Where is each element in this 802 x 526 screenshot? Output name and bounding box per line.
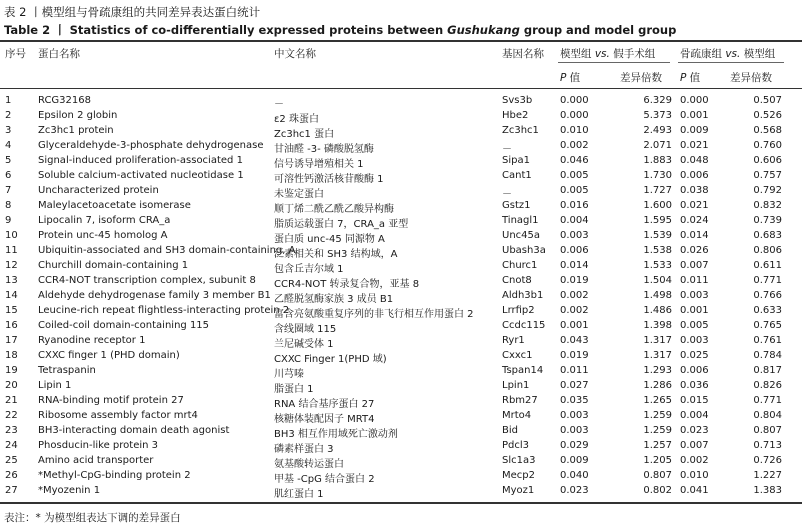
- cell-p-value-1: 0.002: [560, 290, 589, 301]
- p-label-2: P: [680, 72, 687, 84]
- header-chinese-name: 中文名称: [274, 48, 316, 60]
- group1-vs: vs.: [594, 48, 610, 60]
- cell-p-value-1: 0.023: [560, 485, 589, 496]
- cell-p-value-2: 0.005: [680, 320, 709, 331]
- table-title-english: [4, 22, 676, 38]
- cell-gene-name: Lpin1: [502, 380, 530, 391]
- cell-p-value-1: 0.009: [560, 455, 589, 466]
- cell-fold-change-2: 0.807: [753, 425, 782, 436]
- cell-p-value-2: 0.014: [680, 230, 709, 241]
- cell-chinese-name: 川芎嗪: [274, 369, 304, 380]
- cell-p-value-1: 0.043: [560, 335, 589, 346]
- cell-chinese-name: RNA 结合基序蛋白 27: [274, 399, 375, 410]
- cell-fold-change-2: 1.383: [753, 485, 782, 496]
- cell-no: 8: [5, 200, 12, 211]
- cell-p-value-2: 0.003: [680, 290, 709, 301]
- group1-suffix: 假手术组: [609, 48, 656, 60]
- cell-p-value-2: 0.015: [680, 395, 709, 406]
- cell-gene-name: Tinagl1: [502, 215, 539, 226]
- cell-gene-name: Cxxc1: [502, 350, 533, 361]
- table-row: [0, 455, 802, 470]
- cell-chinese-name: Zc3hc1 蛋白: [274, 129, 335, 140]
- cell-fold-change-2: 1.227: [753, 470, 782, 481]
- cell-chinese-name: 磷素样蛋白 3: [274, 444, 334, 455]
- cell-gene-name: Mecp2: [502, 470, 535, 481]
- cell-protein-name: RCG32168: [38, 95, 91, 106]
- table-row: [0, 305, 802, 320]
- table-row: [0, 185, 802, 200]
- cell-gene-name: －: [502, 189, 512, 200]
- cell-p-value-1: 0.016: [560, 200, 589, 211]
- cell-no: 4: [5, 140, 12, 151]
- cell-p-value-2: 0.038: [680, 185, 709, 196]
- cell-p-value-2: 0.023: [680, 425, 709, 436]
- cell-chinese-name: 甲基 -CpG 结合蛋白 2: [274, 474, 375, 485]
- cell-gene-name: Lrrfip2: [502, 305, 535, 316]
- cell-chinese-name: －: [274, 99, 284, 110]
- cell-protein-name: Protein unc-45 homolog A: [38, 230, 168, 241]
- cell-p-value-1: 0.046: [560, 155, 589, 166]
- cell-protein-name: Lipocalin 7, isoform CRA_a: [38, 215, 171, 226]
- cell-gene-name: Mrto4: [502, 410, 532, 421]
- cell-protein-name: Aldehyde dehydrogenase family 3 member B1: [38, 290, 271, 301]
- cell-no: 22: [5, 410, 18, 421]
- cell-protein-name: Maleylacetoacetate isomerase: [38, 200, 191, 211]
- cell-fold-change-2: 0.766: [753, 290, 782, 301]
- cell-no: 2: [5, 110, 12, 121]
- header-fold-change-2: 差异倍数: [730, 72, 772, 84]
- cell-p-value-2: 0.001: [680, 305, 709, 316]
- cell-chinese-name: 信号诱导增殖相关 1: [274, 159, 364, 170]
- cell-fold-change-2: 0.568: [753, 125, 782, 136]
- group2-prefix: 骨疏康组: [680, 48, 726, 60]
- cell-fold-change-1: 1.398: [643, 320, 672, 331]
- cell-no: 27: [5, 485, 18, 496]
- cell-chinese-name: 脂蛋白 1: [274, 384, 314, 395]
- header-group-gushukang-vs-model: [680, 46, 775, 61]
- cell-fold-change-2: 0.726: [753, 455, 782, 466]
- table-row: [0, 320, 802, 335]
- table-row: [0, 155, 802, 170]
- cell-no: 23: [5, 425, 18, 436]
- cell-p-value-2: 0.007: [680, 440, 709, 451]
- cell-fold-change-2: 0.757: [753, 170, 782, 181]
- cell-gene-name: Myoz1: [502, 485, 535, 496]
- header-group-model-vs-sham: [560, 46, 655, 61]
- table-row: [0, 485, 802, 500]
- cell-p-value-1: 0.003: [560, 230, 589, 241]
- cell-fold-change-1: 1.259: [643, 425, 672, 436]
- cell-p-value-1: 0.001: [560, 320, 589, 331]
- header-p-value-1: [560, 70, 580, 85]
- cell-no: 6: [5, 170, 12, 181]
- cell-fold-change-1: 0.807: [643, 470, 672, 481]
- cell-chinese-name: 含线圈域 115: [274, 324, 337, 335]
- cell-protein-name: Ubiquitin-associated and SH3 domain-containing, A: [38, 245, 296, 256]
- cell-chinese-name: 脂质运载蛋白 7，CRA_a 亚型: [274, 219, 409, 230]
- cell-fold-change-2: 0.683: [753, 230, 782, 241]
- cell-chinese-name: 肌红蛋白 1: [274, 489, 324, 500]
- cell-no: 24: [5, 440, 18, 451]
- cell-no: 17: [5, 335, 18, 346]
- cell-p-value-1: 0.029: [560, 440, 589, 451]
- cell-no: 21: [5, 395, 18, 406]
- cell-p-value-2: 0.001: [680, 110, 709, 121]
- cell-p-value-1: 0.010: [560, 125, 589, 136]
- cell-p-value-2: 0.026: [680, 245, 709, 256]
- table-row: [0, 245, 802, 260]
- group1-underline: [558, 62, 670, 63]
- group1-prefix: 模型组: [560, 48, 595, 60]
- cell-protein-name: Coiled-coil domain-containing 115: [38, 320, 210, 331]
- cell-gene-name: Ccdc115: [502, 320, 546, 331]
- cell-p-value-2: 0.021: [680, 140, 709, 151]
- table-row: [0, 95, 802, 110]
- cell-fold-change-2: 0.526: [753, 110, 782, 121]
- cell-protein-name: Churchill domain-containing 1: [38, 260, 189, 271]
- title-en-italic: Gushukang: [447, 23, 520, 37]
- cell-p-value-2: 0.025: [680, 350, 709, 361]
- cell-protein-name: Signal-induced proliferation-associated 1: [38, 155, 243, 166]
- cell-p-value-1: 0.004: [560, 215, 589, 226]
- cell-fold-change-2: 0.633: [753, 305, 782, 316]
- table-row: [0, 470, 802, 485]
- cell-protein-name: Soluble calcium-activated nucleotidase 1: [38, 170, 244, 181]
- cell-fold-change-1: 0.802: [643, 485, 672, 496]
- cell-fold-change-2: 0.792: [753, 185, 782, 196]
- cell-fold-change-1: 1.538: [643, 245, 672, 256]
- cell-fold-change-1: 1.533: [643, 260, 672, 271]
- top-rule: [0, 40, 802, 42]
- cell-fold-change-1: 2.493: [643, 125, 672, 136]
- cell-gene-name: Unc45a: [502, 230, 541, 241]
- cell-p-value-2: 0.009: [680, 125, 709, 136]
- cell-chinese-name: 蛋白质 unc-45 同源物 A: [274, 234, 385, 245]
- cell-gene-name: Tspan14: [502, 365, 544, 376]
- table-row: [0, 125, 802, 140]
- cell-protein-name: Uncharacterized protein: [38, 185, 159, 196]
- cell-p-value-1: 0.040: [560, 470, 589, 481]
- cell-fold-change-1: 1.486: [643, 305, 672, 316]
- cell-p-value-1: 0.006: [560, 245, 589, 256]
- cell-fold-change-2: 0.806: [753, 245, 782, 256]
- cell-protein-name: *Myozenin 1: [38, 485, 101, 496]
- cell-gene-name: Cnot8: [502, 275, 532, 286]
- table-row: [0, 350, 802, 365]
- cell-no: 19: [5, 365, 18, 376]
- cell-p-value-1: 0.005: [560, 170, 589, 181]
- cell-protein-name: BH3-interacting domain death agonist: [38, 425, 230, 436]
- cell-p-value-1: 0.003: [560, 410, 589, 421]
- cell-p-value-1: 0.014: [560, 260, 589, 271]
- group2-suffix: 模型组: [740, 48, 776, 60]
- table-row: [0, 215, 802, 230]
- table-row: [0, 380, 802, 395]
- cell-p-value-1: 0.000: [560, 110, 589, 121]
- header-fold-change-1: 差异倍数: [620, 72, 662, 84]
- header-protein-name: 蛋白名称: [38, 48, 80, 60]
- table-row: [0, 425, 802, 440]
- cell-no: 10: [5, 230, 18, 241]
- cell-protein-name: CXXC finger 1 (PHD domain): [38, 350, 180, 361]
- cell-fold-change-2: 0.760: [753, 140, 782, 151]
- cell-p-value-1: 0.019: [560, 350, 589, 361]
- cell-p-value-1: 0.003: [560, 425, 589, 436]
- cell-p-value-2: 0.024: [680, 215, 709, 226]
- group2-underline: [678, 62, 784, 63]
- cell-gene-name: Churc1: [502, 260, 538, 271]
- cell-gene-name: Cant1: [502, 170, 532, 181]
- table-row: [0, 110, 802, 125]
- cell-protein-name: Tetraspanin: [38, 365, 96, 376]
- cell-chinese-name: 兰尼碱受体 1: [274, 339, 334, 350]
- cell-gene-name: Pdcl3: [502, 440, 530, 451]
- table-row: [0, 260, 802, 275]
- cell-no: 7: [5, 185, 12, 196]
- cell-no: 14: [5, 290, 18, 301]
- p-suffix-1: 值: [566, 72, 581, 84]
- cell-gene-name: Zc3hc1: [502, 125, 539, 136]
- cell-p-value-1: 0.000: [560, 95, 589, 106]
- cell-fold-change-1: 1.293: [643, 365, 672, 376]
- table-row: [0, 230, 802, 245]
- cell-protein-name: RNA-binding motif protein 27: [38, 395, 184, 406]
- cell-no: 16: [5, 320, 18, 331]
- cell-fold-change-1: 1.257: [643, 440, 672, 451]
- cell-protein-name: Epsilon 2 globin: [38, 110, 118, 121]
- cell-chinese-name: 乙醛脱氢酶家族 3 成员 B1: [274, 294, 394, 305]
- table-row: [0, 365, 802, 380]
- cell-no: 1: [5, 95, 12, 106]
- cell-chinese-name: 甘油醛 -3- 磷酸脱氢酶: [274, 144, 374, 155]
- cell-protein-name: Zc3hc1 protein: [38, 125, 114, 136]
- cell-gene-name: Sipa1: [502, 155, 530, 166]
- cell-protein-name: Glyceraldehyde-3-phosphate dehydrogenase: [38, 140, 264, 151]
- cell-protein-name: *Methyl-CpG-binding protein 2: [38, 470, 191, 481]
- cell-no: 3: [5, 125, 12, 136]
- cell-protein-name: Ryanodine receptor 1: [38, 335, 146, 346]
- cell-p-value-2: 0.021: [680, 200, 709, 211]
- cell-fold-change-1: 1.600: [643, 200, 672, 211]
- header-rule: [0, 88, 802, 89]
- cell-fold-change-1: 6.329: [643, 95, 672, 106]
- cell-fold-change-1: 1.317: [643, 335, 672, 346]
- cell-protein-name: Leucine-rich repeat flightless-interacting protein 2: [38, 305, 290, 316]
- table-row: [0, 170, 802, 185]
- cell-protein-name: CCR4-NOT transcription complex, subunit 8: [38, 275, 256, 286]
- header-no: 序号: [5, 48, 26, 60]
- cell-p-value-2: 0.048: [680, 155, 709, 166]
- cell-chinese-name: 未鉴定蛋白: [274, 189, 324, 200]
- cell-p-value-2: 0.036: [680, 380, 709, 391]
- cell-fold-change-1: 5.373: [643, 110, 672, 121]
- cell-no: 20: [5, 380, 18, 391]
- cell-chinese-name: 顺丁烯二酰乙酰乙酸异构酶: [274, 204, 394, 215]
- cell-fold-change-1: 2.071: [643, 140, 672, 151]
- cell-p-value-1: 0.019: [560, 275, 589, 286]
- cell-chinese-name: 氨基酸转运蛋白: [274, 459, 344, 470]
- cell-chinese-name: 包含丘吉尔域 1: [274, 264, 344, 275]
- cell-protein-name: Ribosome assembly factor mrt4: [38, 410, 198, 421]
- cell-protein-name: Lipin 1: [38, 380, 72, 391]
- cell-protein-name: Phosducin-like protein 3: [38, 440, 159, 451]
- cell-fold-change-2: 0.713: [753, 440, 782, 451]
- p-label-1: P: [560, 72, 567, 84]
- cell-fold-change-1: 1.205: [643, 455, 672, 466]
- cell-fold-change-1: 1.727: [643, 185, 672, 196]
- header-gene-name: 基因名称: [502, 48, 544, 60]
- cell-p-value-2: 0.041: [680, 485, 709, 496]
- cell-fold-change-1: 1.498: [643, 290, 672, 301]
- cell-p-value-1: 0.035: [560, 395, 589, 406]
- cell-p-value-1: 0.002: [560, 140, 589, 151]
- cell-fold-change-1: 1.265: [643, 395, 672, 406]
- cell-chinese-name: 核糖体装配因子 MRT4: [274, 414, 375, 425]
- table-title-chinese: 表 2 丨模型组与骨疏康组的共同差异表达蛋白统计: [4, 5, 261, 19]
- table-row: [0, 335, 802, 350]
- cell-no: 25: [5, 455, 18, 466]
- cell-protein-name: Amino acid transporter: [38, 455, 154, 466]
- cell-fold-change-2: 0.507: [753, 95, 782, 106]
- cell-p-value-1: 0.011: [560, 365, 589, 376]
- cell-p-value-2: 0.000: [680, 95, 709, 106]
- cell-chinese-name: CXXC Finger 1(PHD 域): [274, 354, 387, 365]
- cell-gene-name: Hbe2: [502, 110, 529, 121]
- cell-gene-name: Ryr1: [502, 335, 525, 346]
- cell-no: 18: [5, 350, 18, 361]
- cell-no: 13: [5, 275, 18, 286]
- cell-fold-change-2: 0.826: [753, 380, 782, 391]
- cell-p-value-2: 0.002: [680, 455, 709, 466]
- cell-fold-change-2: 0.817: [753, 365, 782, 376]
- cell-fold-change-1: 1.539: [643, 230, 672, 241]
- cell-p-value-1: 0.005: [560, 185, 589, 196]
- table-note: 表注：* 为模型组表达下调的差异蛋白: [4, 512, 181, 524]
- table-row: [0, 410, 802, 425]
- cell-fold-change-1: 1.730: [643, 170, 672, 181]
- cell-chinese-name: CCR4-NOT 转录复合物，亚基 8: [274, 279, 420, 290]
- cell-fold-change-2: 0.771: [753, 275, 782, 286]
- cell-fold-change-2: 0.739: [753, 215, 782, 226]
- cell-p-value-1: 0.027: [560, 380, 589, 391]
- cell-p-value-2: 0.006: [680, 170, 709, 181]
- cell-fold-change-2: 0.771: [753, 395, 782, 406]
- cell-chinese-name: BH3 相互作用域死亡激动剂: [274, 429, 398, 440]
- cell-fold-change-2: 0.611: [753, 260, 782, 271]
- cell-fold-change-1: 1.286: [643, 380, 672, 391]
- cell-no: 5: [5, 155, 12, 166]
- header-p-value-2: [680, 70, 700, 85]
- cell-p-value-1: 0.002: [560, 305, 589, 316]
- cell-gene-name: Aldh3b1: [502, 290, 544, 301]
- cell-gene-name: Ubash3a: [502, 245, 546, 256]
- table-row: [0, 290, 802, 305]
- table-row: [0, 200, 802, 215]
- cell-no: 26: [5, 470, 18, 481]
- cell-p-value-2: 0.003: [680, 335, 709, 346]
- cell-gene-name: Slc1a3: [502, 455, 536, 466]
- cell-p-value-2: 0.007: [680, 260, 709, 271]
- p-suffix-2: 值: [686, 72, 701, 84]
- cell-chinese-name: 泛素相关和 SH3 结构域，A: [274, 249, 398, 260]
- cell-p-value-2: 0.011: [680, 275, 709, 286]
- table-row: [0, 275, 802, 290]
- table-row: [0, 140, 802, 155]
- cell-fold-change-2: 0.761: [753, 335, 782, 346]
- table-row: [0, 395, 802, 410]
- cell-no: 9: [5, 215, 12, 226]
- cell-p-value-2: 0.006: [680, 365, 709, 376]
- cell-gene-name: Bid: [502, 425, 518, 436]
- cell-fold-change-2: 0.832: [753, 200, 782, 211]
- cell-fold-change-1: 1.259: [643, 410, 672, 421]
- cell-no: 12: [5, 260, 18, 271]
- cell-p-value-2: 0.010: [680, 470, 709, 481]
- cell-fold-change-2: 0.606: [753, 155, 782, 166]
- table-row: [0, 440, 802, 455]
- bottom-rule: [0, 502, 802, 504]
- cell-gene-name: Rbm27: [502, 395, 538, 406]
- cell-fold-change-1: 1.504: [643, 275, 672, 286]
- cell-fold-change-2: 0.765: [753, 320, 782, 331]
- cell-chinese-name: 可溶性钙激活核苷酸酶 1: [274, 174, 384, 185]
- cell-fold-change-1: 1.317: [643, 350, 672, 361]
- title-en-prefix: Table 2 丨 Statistics of co-differentially expressed proteins between: [4, 23, 448, 37]
- cell-gene-name: －: [502, 144, 512, 155]
- cell-no: 11: [5, 245, 18, 256]
- cell-chinese-name: ε2 珠蛋白: [274, 114, 319, 125]
- cell-fold-change-2: 0.804: [753, 410, 782, 421]
- cell-gene-name: Svs3b: [502, 95, 533, 106]
- title-en-suffix: group and model group: [519, 23, 677, 37]
- cell-fold-change-1: 1.595: [643, 215, 672, 226]
- cell-fold-change-2: 0.784: [753, 350, 782, 361]
- cell-no: 15: [5, 305, 18, 316]
- cell-p-value-2: 0.004: [680, 410, 709, 421]
- group2-vs: vs.: [725, 48, 741, 60]
- cell-gene-name: Gstz1: [502, 200, 531, 211]
- cell-chinese-name: 富含亮氨酸重复序列的非飞行相互作用蛋白 2: [274, 309, 474, 320]
- cell-fold-change-1: 1.883: [643, 155, 672, 166]
